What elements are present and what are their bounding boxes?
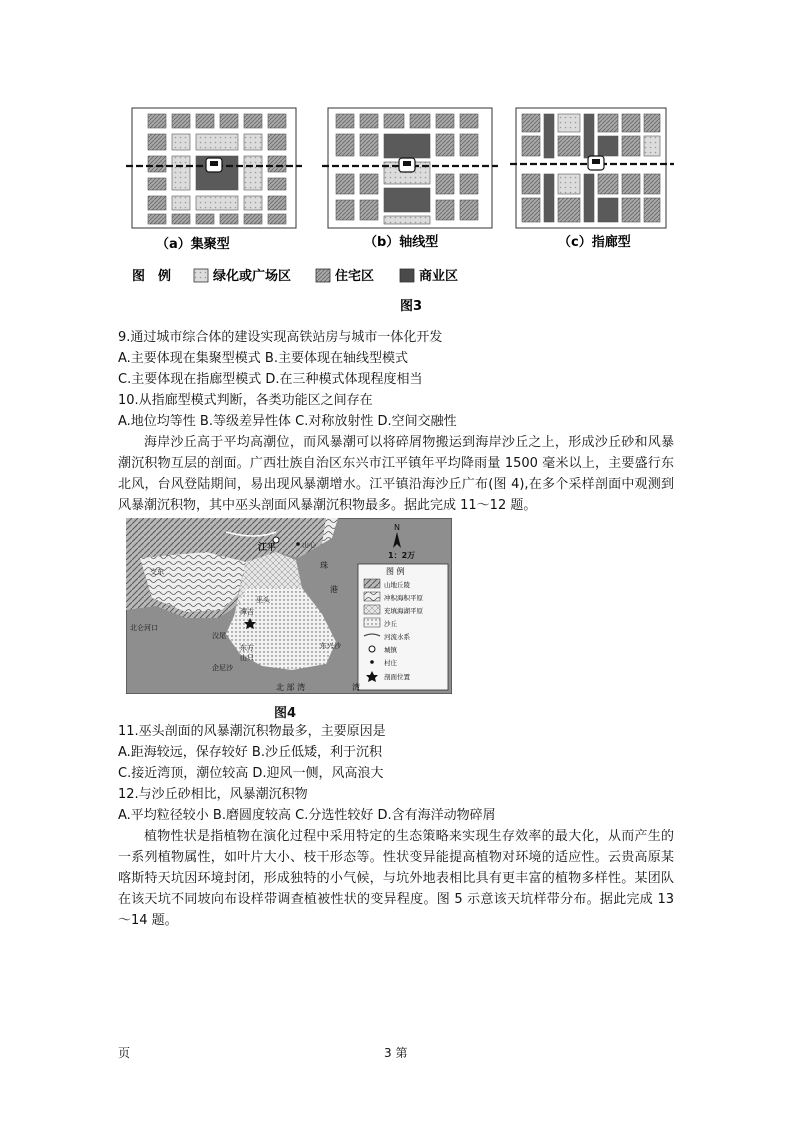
place-wan: 湾 xyxy=(352,683,360,692)
legend-label-residential: 住宅区 xyxy=(335,269,375,284)
north-label: N xyxy=(394,523,400,532)
legend-swatch-green xyxy=(194,269,208,282)
place-shanzhi: 山只 xyxy=(240,654,254,662)
q11-options-2: C.接近湾顶，潮位较高 D.迎风一侧，风高浪大 xyxy=(118,766,384,781)
place-gang: 港 xyxy=(330,585,338,594)
q11-options-1: A.距海较远，保存较好 B.沙丘低矮，利于沉积 xyxy=(118,745,382,760)
q9-stem: 9.通过城市综合体的建设实现高铁站房与城市一体化开发 xyxy=(118,330,443,345)
panel-label-b: （b）轴线型 xyxy=(364,235,439,250)
place-tanji: 潭吉 xyxy=(240,608,254,616)
village-marker-icon xyxy=(296,542,300,546)
legend-town: 城镇 xyxy=(384,646,397,654)
legend-swatch-hill xyxy=(364,579,380,588)
figure-4 xyxy=(126,518,452,694)
q12-options: A.平均粒径较小 B.磨圆度较高 C.分选性较好 D.含有海洋动物碎屑 xyxy=(118,808,496,823)
legend-label-green: 绿化或广场区 xyxy=(213,269,292,284)
legend-fill: 充填海湖平原 xyxy=(384,607,423,615)
place-beilunhekou: 北仑河口 xyxy=(130,624,158,632)
panel-label-a: （a）集聚型 xyxy=(156,237,230,252)
q12-stem: 12.与沙丘砂相比，风暴潮沉积物 xyxy=(118,787,308,802)
legend-swatch-commercial xyxy=(400,269,414,282)
place-wanwei: 㳇尾 xyxy=(212,632,226,640)
place-dongxinsha: 东兴沙 xyxy=(320,642,341,650)
panel-finger xyxy=(510,108,674,228)
q10-options: A.地位均等性 B.等级差异性体 C.对称放射性 D.空间交融性 xyxy=(118,414,457,429)
figure-3-caption: 图3 xyxy=(400,299,423,314)
q10-stem: 10.从指廊型模式判断，各类功能区之间存在 xyxy=(118,393,373,408)
figure-4-caption: 图4 xyxy=(274,706,297,721)
place-qiqisha: 企尼沙 xyxy=(212,664,233,672)
place-jiangping: 江平 xyxy=(258,543,277,553)
panel-axis xyxy=(322,108,498,228)
place-dongfang: 东方 xyxy=(240,644,254,652)
passage-plant-traits: 植物性状是指植物在演化过程中采用特定的生态策略来实现生存效率的最大化，从而产生的一系列植物属性，如叶片大小、枝干形态等。性状变异能提高植物对环境的适应性。云贵高原某喀斯特天坑因环境封闭，形成独特的小气候，与坑外地表相比具有更丰富的植物多样性。某团队在该天坑不同坡向布设样带调查植被性状的变异程度。图 5 示意该天坑样带分布。据此完成 13～14 题。 xyxy=(118,829,674,928)
place-zhu: 珠 xyxy=(320,561,328,570)
legend-swatch-plain xyxy=(364,592,380,601)
legend-town-icon xyxy=(369,646,375,652)
q9-options-2: C.主要体现在指廊型模式 D.在三种模式体现程度相当 xyxy=(118,372,423,387)
legend-label-commercial: 商业区 xyxy=(419,269,459,284)
passage-storm-surge: 海岸沙丘高于平均高潮位，而风暴潮可以将碎屑物搬运到海岸沙丘之上，形成沙丘砂和风暴潮沉积物互层的剖面。广西壮族自治区东兴市江平镇年平均降雨量 1500 毫米以上，主要盛行东北风，台风登陆期间，易出现风暴潮增水。江平镇沿海沙丘广布(图 4),在多个采样剖面中观测到风暴潮沉积物，其中巫头剖面风暴潮沉积物最多。据此完成 11～12 题。 xyxy=(118,435,674,513)
panel-label-c: （c）指廊型 xyxy=(558,235,631,250)
place-wutou: 巫头 xyxy=(256,596,270,604)
legend-profile: 剖面位置 xyxy=(384,673,410,681)
q11-stem: 11.巫头剖面的风暴潮沉积物最多，主要原因是 xyxy=(118,724,386,739)
legend-title: 图 例 xyxy=(132,269,172,284)
legend-river: 河流水系 xyxy=(384,633,410,641)
legend-plain: 冲积海积平原 xyxy=(384,594,423,602)
place-shanxin: 山心 xyxy=(302,541,316,549)
legend-village: 村庄 xyxy=(384,659,397,667)
place-jiaodong: 交东 xyxy=(150,568,164,576)
figure-3-diagram xyxy=(118,100,678,318)
legend-hill: 山地丘陵 xyxy=(384,581,410,589)
legend-village-icon xyxy=(370,660,374,664)
figure-3 xyxy=(118,100,678,318)
place-beibuwan: 北 部 湾 xyxy=(276,683,306,692)
panel-cluster xyxy=(126,108,302,228)
legend-swatch-fill xyxy=(364,605,380,614)
map-scale: 1：2万 xyxy=(388,551,416,560)
legend-swatch-dune xyxy=(364,618,380,627)
footer-page-label: 页 xyxy=(118,1046,131,1060)
legend-dune: 沙丘 xyxy=(384,620,397,628)
footer-page-number: 3 第 xyxy=(384,1046,408,1060)
legend-swatch-residential xyxy=(316,269,330,282)
q9-options-1: A.主要体现在集聚型模式 B.主要体现在轴线型模式 xyxy=(118,351,408,366)
figure-4-map xyxy=(126,518,452,694)
map-legend-title: 图 例 xyxy=(386,567,405,576)
